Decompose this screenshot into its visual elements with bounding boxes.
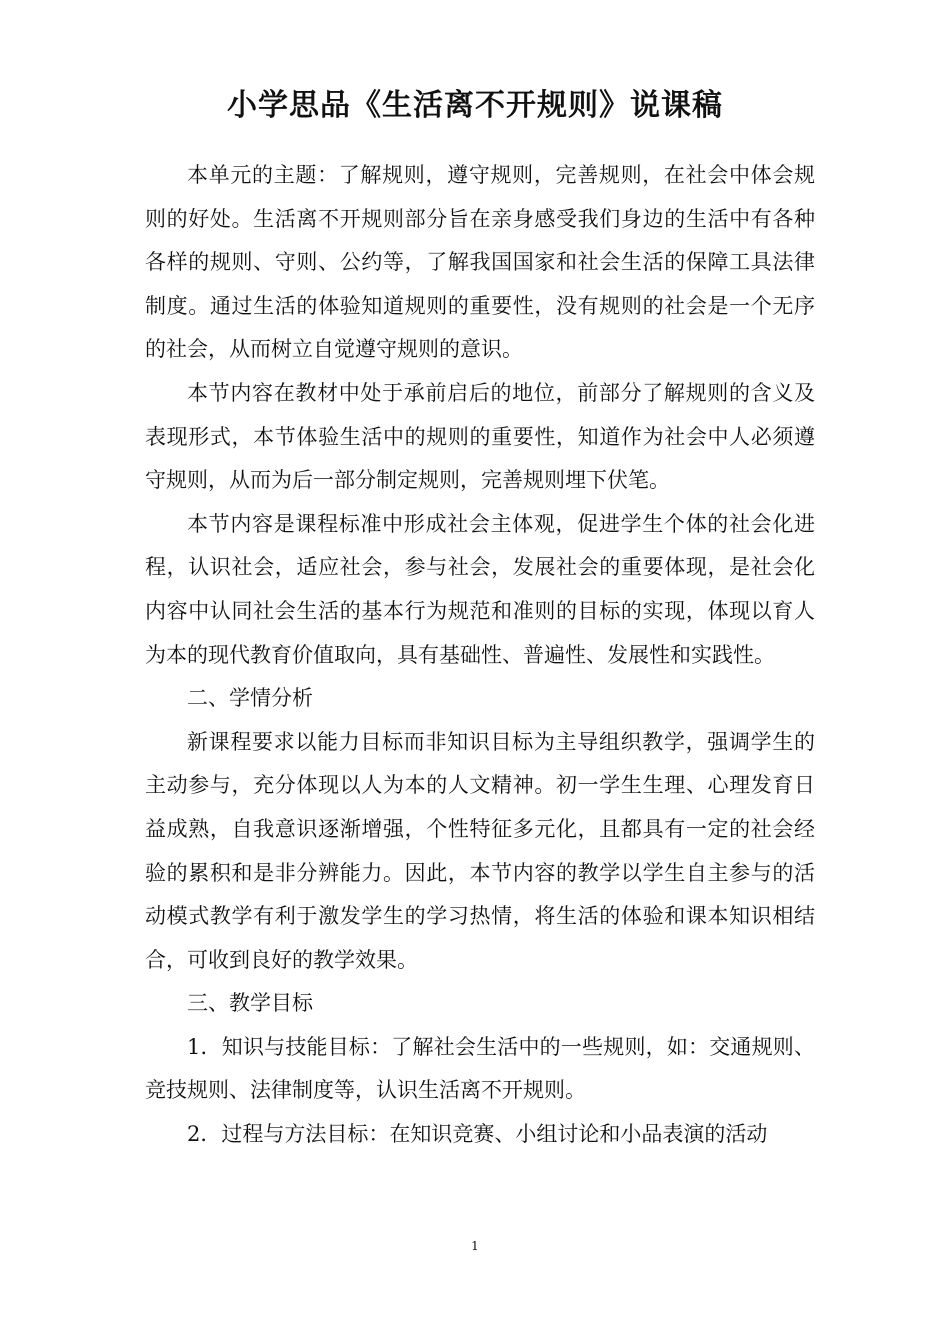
document-body — [145, 154, 815, 1157]
document-title: 小学思品《生活离不开规则》说课稿 — [227, 88, 723, 123]
heading-teaching-objectives: 三、教学目标 — [187, 991, 313, 1016]
paragraph-student-analysis: 新课程要求以能力目标而非知识目标为主导组织教学，强调学生的主动参与，充分体现以人为本的人文精神。初一学生生理、心理发育日益成熟，自我意识逐渐增强，个性特征多元化，且都具有一定的社会经验的累积和是非分辨能力。因此，本节内容的教学以学生自主参与的活动模式教学有利于激发学生的学习热情，将生活的体验和课本知识相结合，可收到良好的教学效果。 — [145, 729, 815, 972]
paragraph-curriculum-standard: 本节内容是课程标准中形成社会主体观，促进学生个体的社会化进程，认识社会，适应社会，参与社会，发展社会的重要体现，是社会化内容中认同社会生活的基本行为规范和准则的目标的实现，体现以育人为本的现代教育价值取向，具有基础性、普遍性、发展性和实践性。 — [145, 511, 815, 667]
heading-student-analysis: 二、学情分析 — [187, 686, 313, 711]
paragraph-unit-theme: 本单元的主题：了解规则，遵守规则，完善规则，在社会中体会规则的好处。生活离不开规则部分旨在亲身感受我们身边的生活中有各种各样的规则、守则、公约等，了解我国国家和社会生活的保障工具法律制度。通过生活的体验知道规则的重要性，没有规则的社会是一个无序的社会，从而树立自觉遵守规则的意识。 — [145, 163, 815, 362]
objective-process-methods: 2．过程与方法目标：在知识竞赛、小组讨论和小品表演的活动 — [187, 1122, 768, 1147]
objective-knowledge-skills: 1．知识与技能目标：了解社会生活中的一些规则，如：交通规则、竞技规则、法律制度等，认识生活离不开规则。 — [145, 1034, 815, 1103]
page-number: 1 — [471, 1239, 479, 1253]
paragraph-section-position: 本节内容在教材中处于承前启后的地位，前部分了解规则的含义及表现形式，本节体验生活中的规则的重要性，知道作为社会中人必须遵守规则，从而为后一部分制定规则，完善规则埋下伏笔。 — [145, 380, 815, 493]
